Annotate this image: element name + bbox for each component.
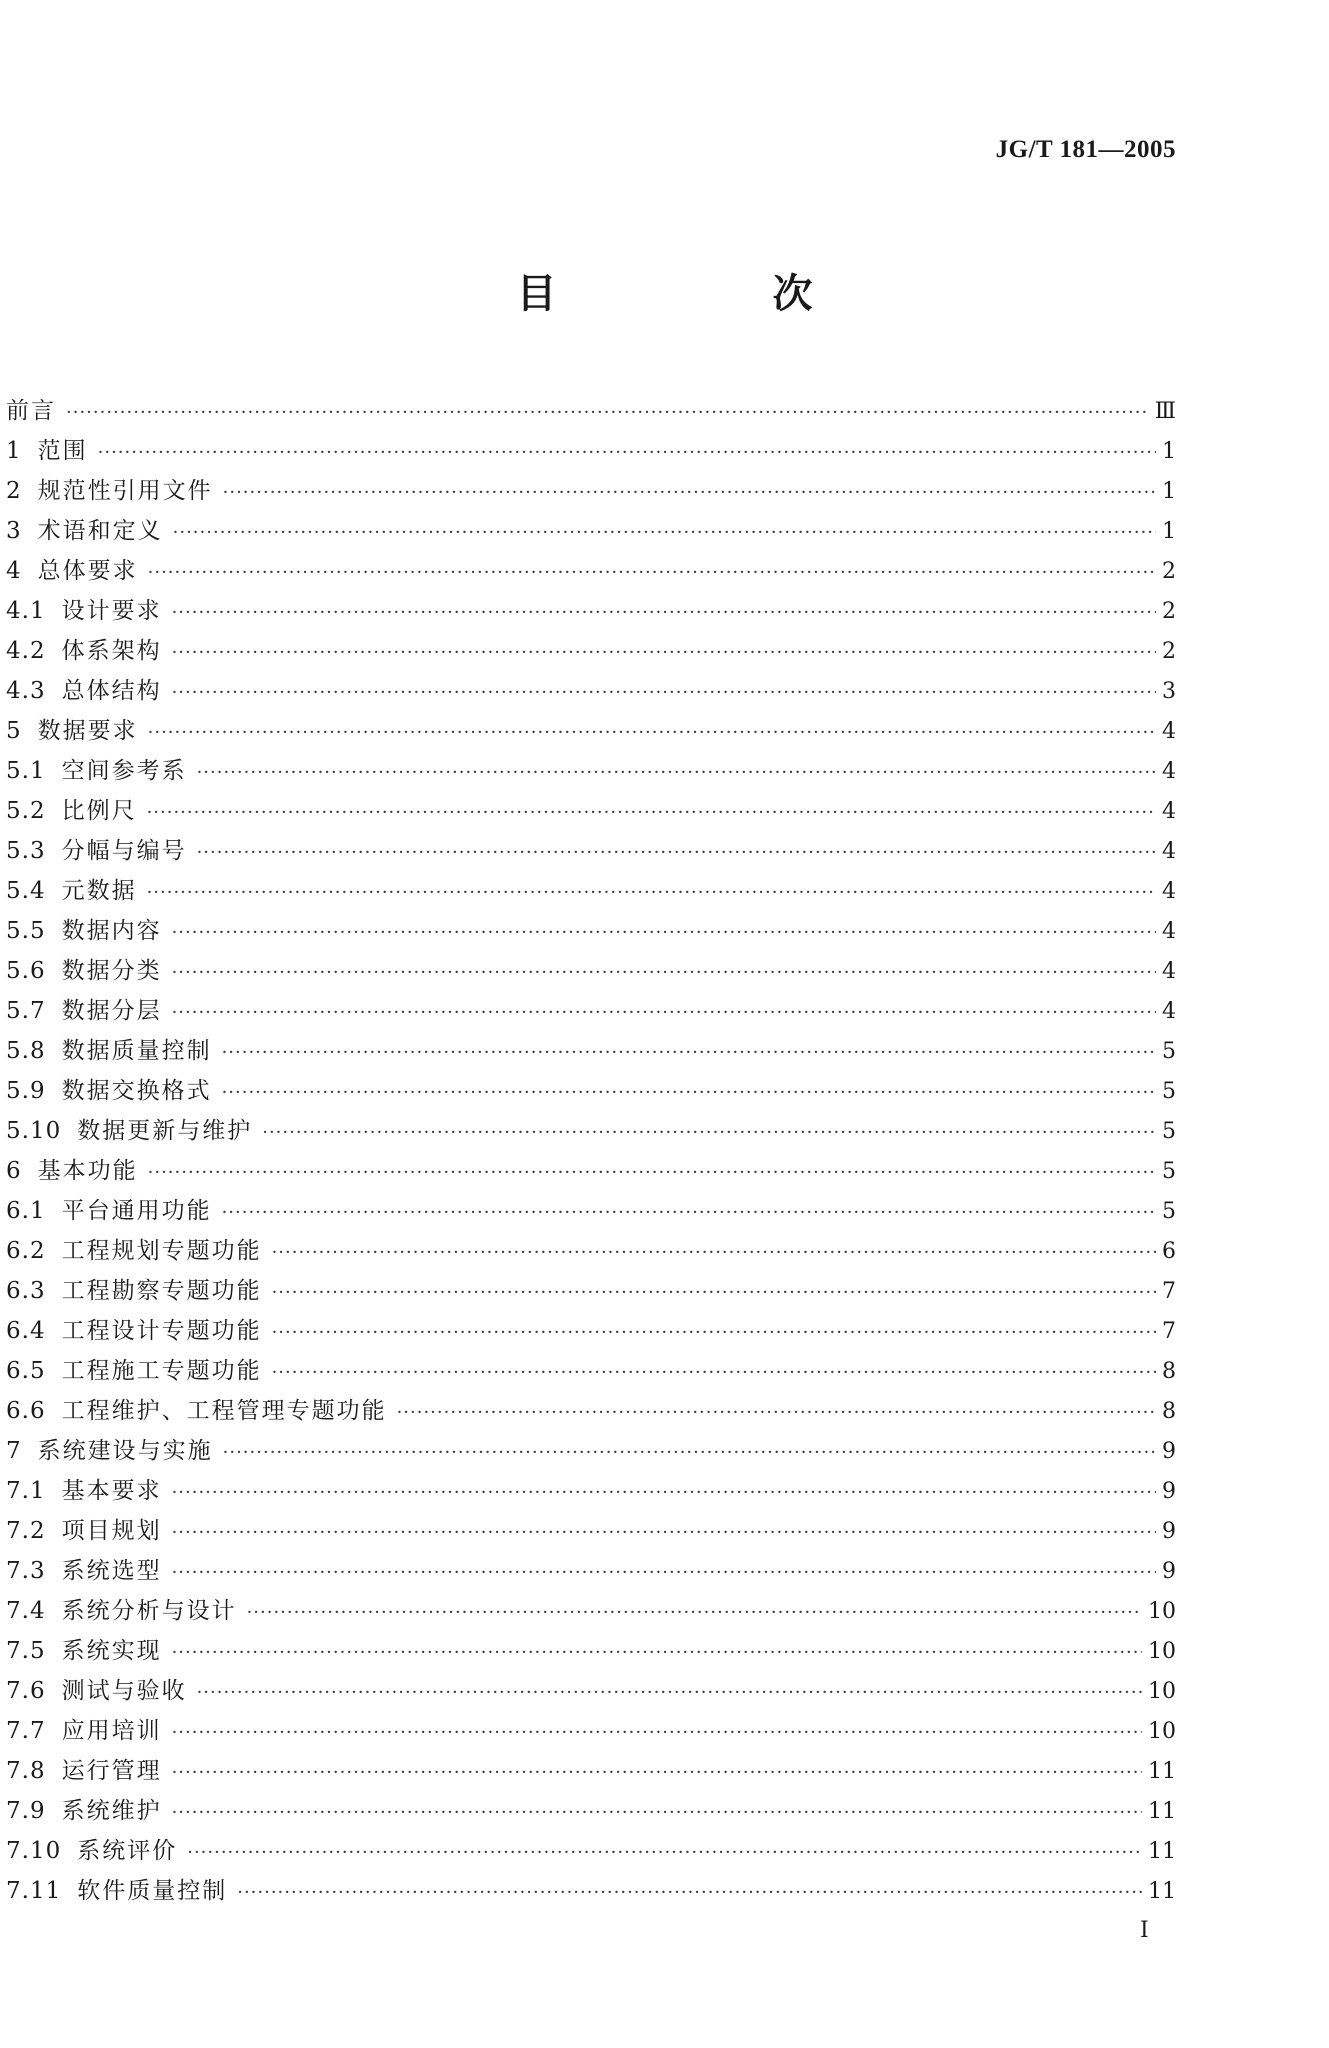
toc-entry-title: 规范性引用文件	[37, 478, 213, 504]
toc-entry-number: 2	[6, 478, 22, 504]
toc-entry-page: 10	[1148, 1639, 1176, 1664]
toc-entry-page: 11	[1148, 1759, 1176, 1784]
toc-entry[interactable]	[6, 1791, 1176, 1831]
toc-dot-leader	[147, 793, 1156, 833]
toc-entry[interactable]	[6, 871, 1176, 911]
toc-entry-page: 1	[1162, 519, 1176, 544]
toc-entry-title: 系统分析与设计	[61, 1598, 237, 1624]
toc-entry[interactable]	[6, 1111, 1176, 1151]
toc-dot-leader	[148, 553, 1156, 593]
toc-entry[interactable]	[6, 631, 1176, 671]
toc-entry-page: 11	[1148, 1879, 1176, 1904]
toc-entry-page: 8	[1162, 1359, 1176, 1384]
toc-entry-number: 5.3	[6, 838, 46, 864]
toc-entry-title: 基本功能	[37, 1158, 138, 1184]
toc-entry[interactable]	[6, 991, 1176, 1031]
toc-entry-page: 5	[1162, 1159, 1176, 1184]
toc-entry-title: 比例尺	[61, 798, 137, 824]
toc-entry-title: 应用培训	[61, 1718, 162, 1744]
toc-entry[interactable]	[6, 1551, 1176, 1591]
toc-entry-page: 4	[1162, 839, 1176, 864]
toc-entry-page: 10	[1148, 1679, 1176, 1704]
toc-entry[interactable]	[6, 1831, 1176, 1871]
toc-entry-number: 7.4	[6, 1598, 46, 1624]
toc-entry-number: 5.6	[6, 958, 46, 984]
toc-entry[interactable]	[6, 1511, 1176, 1551]
toc-entry-title: 数据要求	[37, 718, 138, 744]
toc-entry-title: 平台通用功能	[61, 1198, 212, 1224]
toc-entry-title: 数据内容	[61, 918, 162, 944]
toc-entry-number: 7.6	[6, 1678, 46, 1704]
toc-entry-title: 工程维护、工程管理专题功能	[61, 1398, 387, 1424]
toc-entry-number: 6.2	[6, 1238, 46, 1264]
toc-dot-leader	[172, 673, 1156, 713]
toc-dot-leader	[172, 1513, 1156, 1553]
toc-entry-number: 6.5	[6, 1358, 46, 1384]
toc-entry[interactable]	[6, 1191, 1176, 1231]
toc-dot-leader	[172, 1633, 1142, 1673]
toc-entry-page: 2	[1162, 599, 1176, 624]
toc-entry-title: 工程设计专题功能	[61, 1318, 262, 1344]
toc-entry-number: 7.10	[6, 1838, 62, 1864]
toc-entry-page: 10	[1148, 1719, 1176, 1744]
toc-dot-leader	[172, 953, 1156, 993]
toc-entry[interactable]	[6, 551, 1176, 591]
toc-dot-leader	[98, 433, 1156, 473]
toc-dot-leader	[222, 1073, 1156, 1113]
toc-entry[interactable]	[6, 1031, 1176, 1071]
toc-entry-title: 系统实现	[61, 1638, 162, 1664]
toc-entry-title: 总体结构	[61, 678, 162, 704]
toc-dot-leader	[197, 753, 1156, 793]
toc-entry-number: 4.1	[6, 598, 46, 624]
toc-entry-title: 工程施工专题功能	[61, 1358, 262, 1384]
toc-entry[interactable]	[6, 711, 1176, 751]
toc-entry-title: 运行管理	[61, 1758, 162, 1784]
toc-entry-page: 2	[1162, 559, 1176, 584]
toc-entry-title: 工程勘察专题功能	[61, 1278, 262, 1304]
toc-entry-number: 6.4	[6, 1318, 46, 1344]
toc-entry-page: 9	[1162, 1559, 1176, 1584]
toc-entry-number: 7.11	[6, 1878, 62, 1904]
toc-entry-page: 4	[1162, 959, 1176, 984]
toc-entry-page: 4	[1162, 719, 1176, 744]
toc-dot-leader	[66, 393, 1149, 433]
document-code: JG/T 181—2005	[995, 136, 1176, 163]
toc-entry[interactable]	[6, 1271, 1176, 1311]
toc-dot-leader	[187, 1833, 1142, 1873]
toc-dot-leader	[172, 1793, 1142, 1833]
toc-entry[interactable]	[6, 1071, 1176, 1111]
toc-dot-leader	[397, 1393, 1156, 1433]
toc-entry-number: 7.8	[6, 1758, 46, 1784]
toc-entry-page: 1	[1162, 479, 1176, 504]
toc-entry-title: 元数据	[61, 878, 137, 904]
toc-entry-title: 系统选型	[61, 1558, 162, 1584]
toc-entry-page: 8	[1162, 1399, 1176, 1424]
toc-entry-page: 2	[1162, 639, 1176, 664]
toc-entry-title: 项目规划	[61, 1518, 162, 1544]
toc-entry-title: 数据交换格式	[61, 1078, 212, 1104]
toc-dot-leader	[172, 913, 1156, 953]
toc-entry-number: 5.7	[6, 998, 46, 1024]
toc-entry[interactable]	[6, 1471, 1176, 1511]
toc-entry-title: 术语和定义	[37, 518, 163, 544]
toc-entry-number: 7.5	[6, 1638, 46, 1664]
toc-entry-title: 数据分类	[61, 958, 162, 984]
toc-entry-number: 6.1	[6, 1198, 46, 1224]
toc-dot-leader	[272, 1273, 1156, 1313]
toc-entry[interactable]	[6, 1431, 1176, 1471]
toc-entry[interactable]	[6, 751, 1176, 791]
toc-dot-leader	[147, 873, 1156, 913]
toc-entry-title: 数据质量控制	[61, 1038, 212, 1064]
toc-entry-title: 基本要求	[61, 1478, 162, 1504]
toc-entry[interactable]	[6, 1311, 1176, 1351]
toc-entry-number: 4	[6, 558, 22, 584]
toc-entry[interactable]	[6, 1711, 1176, 1751]
toc-entry[interactable]	[6, 431, 1176, 471]
toc-entry[interactable]	[6, 831, 1176, 871]
toc-entry[interactable]	[6, 1351, 1176, 1391]
toc-entry-title: 总体要求	[37, 558, 138, 584]
toc-entry-number: 5.10	[6, 1118, 62, 1144]
toc-entry-number: 7.2	[6, 1518, 46, 1544]
toc-entry-page: 7	[1162, 1279, 1176, 1304]
toc-entry-number: 6.3	[6, 1278, 46, 1304]
toc-entry[interactable]	[6, 1231, 1176, 1271]
toc-entry[interactable]	[6, 1591, 1176, 1631]
toc-dot-leader	[237, 1873, 1142, 1913]
toc-entry-title: 数据更新与维护	[77, 1118, 253, 1144]
toc-dot-leader	[172, 1553, 1156, 1593]
toc-dot-leader	[223, 1433, 1156, 1473]
toc-entry-number: 4.3	[6, 678, 46, 704]
toc-entry-title: 空间参考系	[61, 758, 187, 784]
toc-entry-title: 数据分层	[61, 998, 162, 1024]
toc-dot-leader	[262, 1113, 1156, 1153]
toc-entry-number: 6.6	[6, 1398, 46, 1424]
toc-entry-page: 7	[1162, 1319, 1176, 1344]
toc-dot-leader	[272, 1353, 1156, 1393]
toc-entry-title: 分幅与编号	[61, 838, 187, 864]
toc-entry-number: 5.5	[6, 918, 46, 944]
toc-entry-page: 11	[1148, 1839, 1176, 1864]
toc-entry-number: 5.2	[6, 798, 46, 824]
toc-entry-title: 软件质量控制	[77, 1878, 228, 1904]
toc-entry-title: 系统建设与实施	[37, 1438, 213, 1464]
toc-entry-page: 5	[1162, 1199, 1176, 1224]
toc-entry-title: 系统评价	[77, 1838, 178, 1864]
toc-entry[interactable]	[6, 671, 1176, 711]
toc-dot-leader	[247, 1593, 1142, 1633]
toc-entry-page: 9	[1162, 1519, 1176, 1544]
toc-entry[interactable]	[6, 791, 1176, 831]
toc-entry-number: 5	[6, 718, 22, 744]
toc-entry-title: 工程规划专题功能	[61, 1238, 262, 1264]
toc-dot-leader	[223, 473, 1156, 513]
toc-dot-leader	[197, 1673, 1142, 1713]
toc-entry[interactable]	[6, 471, 1176, 511]
toc-entry-page: Ⅲ	[1154, 399, 1176, 424]
toc-entry-title: 前言	[6, 398, 56, 424]
toc-entry-title: 设计要求	[61, 598, 162, 624]
toc-entry-page: 4	[1162, 759, 1176, 784]
toc-entry-page: 9	[1162, 1479, 1176, 1504]
toc-dot-leader	[222, 1033, 1156, 1073]
toc-entry-number: 5.4	[6, 878, 46, 904]
toc-entry[interactable]	[6, 511, 1176, 551]
toc-entry-page: 5	[1162, 1119, 1176, 1144]
toc-entry[interactable]	[6, 391, 1176, 431]
toc-entry-number: 1	[6, 438, 22, 464]
toc-entry-page: 10	[1148, 1599, 1176, 1624]
toc-dot-leader	[172, 1473, 1156, 1513]
toc-entry[interactable]	[6, 1631, 1176, 1671]
toc-entry-page: 11	[1148, 1799, 1176, 1824]
toc-entry-number: 7.9	[6, 1798, 46, 1824]
toc-entry-number: 4.2	[6, 638, 46, 664]
toc-entry-page: 5	[1162, 1079, 1176, 1104]
toc-entry[interactable]	[6, 591, 1176, 631]
toc-entry-page: 4	[1162, 799, 1176, 824]
toc-dot-leader	[173, 513, 1156, 553]
toc-entry-page: 3	[1162, 679, 1176, 704]
toc-entry-page: 5	[1162, 1039, 1176, 1064]
toc-entry[interactable]	[6, 951, 1176, 991]
toc-dot-leader	[172, 1713, 1142, 1753]
toc-dot-leader	[172, 1753, 1142, 1793]
toc-entry-page: 9	[1162, 1439, 1176, 1464]
toc-entry[interactable]	[6, 1151, 1176, 1191]
toc-entry-title: 测试与验收	[61, 1678, 187, 1704]
toc-entry[interactable]	[6, 1751, 1176, 1791]
toc-dot-leader	[272, 1313, 1156, 1353]
page-number: I	[1140, 1918, 1149, 1943]
toc-dot-leader	[222, 1193, 1156, 1233]
toc-dot-leader	[172, 993, 1156, 1033]
toc-entry-title: 体系架构	[61, 638, 162, 664]
toc-entry-number: 6	[6, 1158, 22, 1184]
toc-entry-page: 1	[1162, 439, 1176, 464]
toc-entry-number: 5.9	[6, 1078, 46, 1104]
page-title: 目 次	[516, 271, 901, 317]
toc-entry-number: 3	[6, 518, 22, 544]
toc-entry[interactable]	[6, 1391, 1176, 1431]
toc-entry-number: 5.1	[6, 758, 46, 784]
toc-entry-title: 系统维护	[61, 1798, 162, 1824]
toc-entry-title: 范围	[37, 438, 88, 464]
toc-entry-page: 6	[1162, 1239, 1176, 1264]
toc-entry-number: 7	[6, 1438, 22, 1464]
toc-entry-page: 4	[1162, 999, 1176, 1024]
table-of-contents	[6, 391, 1176, 1911]
toc-dot-leader	[172, 633, 1156, 673]
toc-entry-page: 4	[1162, 879, 1176, 904]
toc-dot-leader	[148, 1153, 1156, 1193]
toc-entry[interactable]	[6, 911, 1176, 951]
toc-entry[interactable]	[6, 1671, 1176, 1711]
toc-entry-number: 7.3	[6, 1558, 46, 1584]
toc-entry-number: 7.7	[6, 1718, 46, 1744]
toc-entry[interactable]	[6, 1871, 1176, 1911]
toc-entry-page: 4	[1162, 919, 1176, 944]
toc-dot-leader	[197, 833, 1156, 873]
toc-dot-leader	[272, 1233, 1156, 1273]
toc-entry-number: 5.8	[6, 1038, 46, 1064]
toc-dot-leader	[172, 593, 1156, 633]
toc-dot-leader	[148, 713, 1156, 753]
toc-entry-number: 7.1	[6, 1478, 46, 1504]
